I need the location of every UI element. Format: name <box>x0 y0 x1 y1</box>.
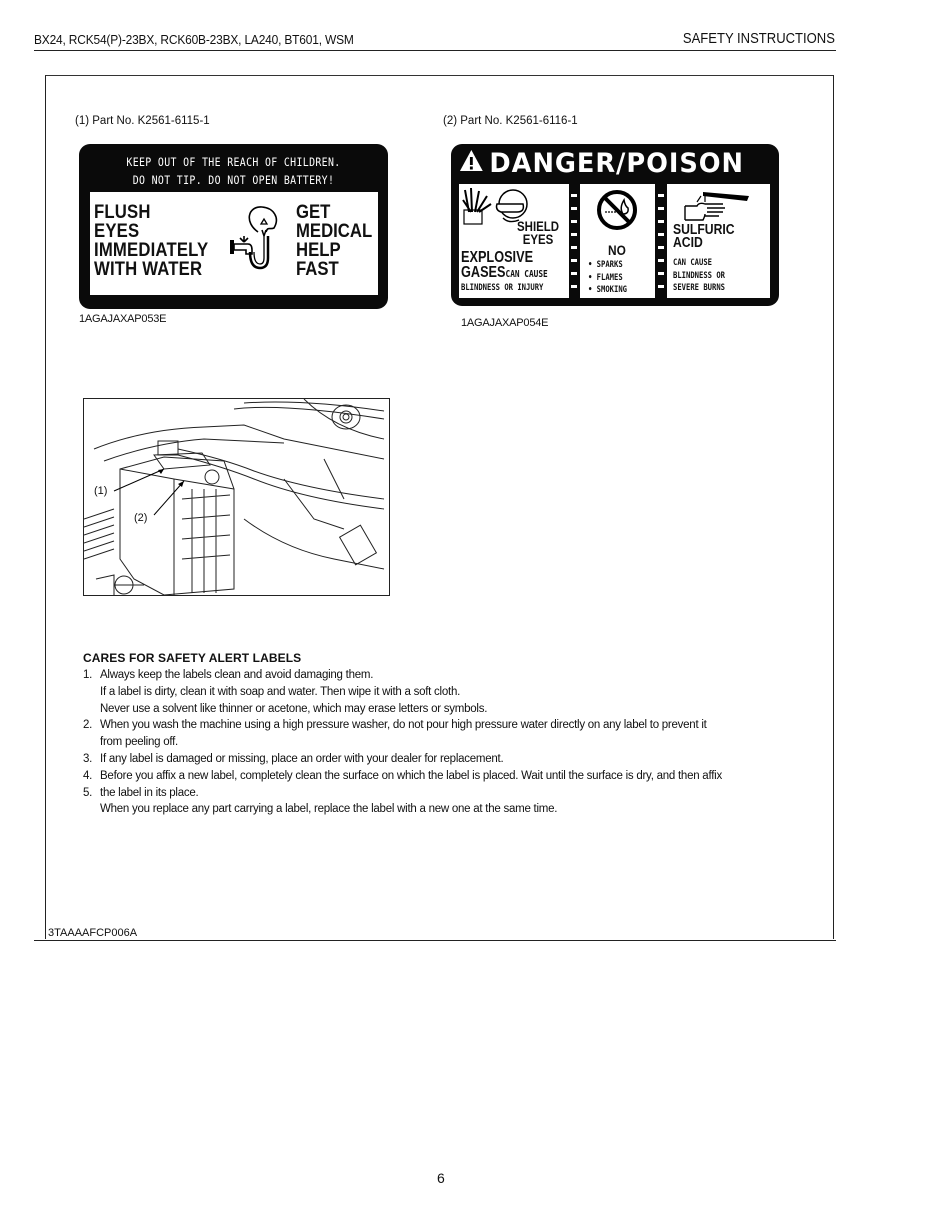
acid-warning-text <box>673 257 725 295</box>
label-1-text-line: FLUSH <box>94 202 151 223</box>
item-number <box>83 684 100 701</box>
label-1-text-line: FAST <box>296 259 339 280</box>
page-number: 6 <box>437 1170 445 1186</box>
cares-item <box>83 734 828 751</box>
panel-tail-text: CAN CAUSE <box>505 269 548 280</box>
label-2-image-code: 1AGAJAXAP054E <box>461 317 549 329</box>
label-2-title <box>459 148 744 179</box>
reference-code: 3TAAAAFCP006A <box>48 927 138 939</box>
label-1-text-line: EYES <box>94 221 140 242</box>
blindness-injury-text: BLINDNESS OR INJURY <box>461 283 544 293</box>
item-text: from peeling off. <box>100 736 179 749</box>
no-heading: NO <box>608 242 626 258</box>
item-text: Always keep the labels clean and avoid damaging them. <box>100 669 374 681</box>
cares-item <box>83 768 828 785</box>
header-rule <box>34 50 836 51</box>
label-1-text-line: GET <box>296 202 331 223</box>
eye-wash-faucet-icon <box>228 202 288 287</box>
label-1-top-text <box>101 153 367 189</box>
cares-item <box>83 801 828 818</box>
item-text: When you replace any part carrying a label, replace the label with a new one at the same time. <box>100 803 558 816</box>
frame-bottom-rule <box>34 940 836 941</box>
battery-location-figure <box>83 398 390 596</box>
item-number <box>83 801 100 818</box>
label-1-caption: (1) Part No. K2561-6115-1 <box>75 115 210 127</box>
item-number: 3. <box>83 752 93 765</box>
sulfuric-acid-heading <box>673 224 735 250</box>
cares-heading: CARES FOR SAFETY ALERT LABELS <box>83 651 302 665</box>
battery-warning-label-1 <box>79 144 388 309</box>
cares-item <box>83 751 828 768</box>
label-1-text-line: WITH WATER <box>94 259 203 280</box>
panel-small-line: SEVERE BURNS <box>673 283 726 293</box>
label-1-panel <box>90 192 378 295</box>
item-text: If a label is dirty, clean it with soap and water. Then wipe it with a soft cloth. <box>100 685 461 698</box>
item-number: 5. <box>83 786 93 799</box>
item-number: 1. <box>83 669 93 681</box>
explosive-gases-text <box>461 250 548 282</box>
label-1-top-line: KEEP OUT OF THE REACH OF CHILDREN. <box>126 155 341 169</box>
bullet-item: FLAMES <box>596 272 623 283</box>
bullet-item: SMOKING <box>596 285 628 295</box>
panel-heading-line: EYES <box>522 232 554 247</box>
bullet-item: SPARKS <box>596 260 623 270</box>
label-2-panel-eyes <box>459 184 569 298</box>
panel-small-line: BLINDNESS OR <box>673 270 726 281</box>
label-2-title-text: DANGER/POISON <box>489 148 744 179</box>
header-models: BX24, RCK54(P)-23BX, RCK60B-23BX, LA240, BT601, WSM <box>34 32 354 47</box>
label-2-panel-no-flames <box>580 184 655 298</box>
panel-big-line: EXPLOSIVE <box>461 249 534 266</box>
item-number <box>83 701 100 718</box>
panel-divider <box>658 184 664 298</box>
cares-item <box>83 701 828 718</box>
label-2-caption: (2) Part No. K2561-6116-1 <box>443 115 578 127</box>
item-text: Never use a solvent like thinner or acetone, which may erase letters or symbols. <box>100 702 488 715</box>
item-text: Before you affix a new label, completely clean the surface on which the label is placed. Wait until the surface is dry, and then affix <box>100 769 722 782</box>
label-1-text-line: HELP <box>296 240 341 261</box>
label-1-right-text <box>296 203 372 279</box>
cares-item <box>83 684 828 701</box>
figure-callout-1: (1) <box>94 485 108 497</box>
cares-item <box>83 717 828 734</box>
shield-eyes-heading <box>517 220 559 246</box>
panel-small-line: CAN CAUSE <box>673 258 713 268</box>
item-number: 4. <box>83 769 93 782</box>
item-text: the label in its place. <box>100 786 199 799</box>
warning-triangle-icon <box>459 148 484 179</box>
item-text: If any label is damaged or missing, place an order with your dealer for replacement. <box>100 752 504 765</box>
danger-poison-label-2 <box>451 144 779 306</box>
label-1-text-line: MEDICAL <box>296 221 373 242</box>
cares-item <box>83 667 828 684</box>
header-section-title: SAFETY INSTRUCTIONS <box>682 31 835 47</box>
label-1-image-code: 1AGAJAXAP053E <box>79 313 167 325</box>
item-number: 2. <box>83 719 93 732</box>
item-text: When you wash the machine using a high pressure washer, do not pour high pressure water directly on any label to prevent it <box>100 719 707 732</box>
cares-item <box>83 785 828 802</box>
battery-line-drawing <box>84 399 389 595</box>
no-bullets: • SPARKS • FLAMES • SMOKING <box>588 260 628 295</box>
label-1-top-line: DO NOT TIP. DO NOT OPEN BATTERY! <box>132 173 335 187</box>
label-2-panel-acid <box>667 184 770 298</box>
label-1-left-text <box>94 203 208 279</box>
item-number <box>83 734 100 751</box>
no-flame-icon <box>595 188 639 237</box>
cares-list <box>83 667 828 818</box>
figure-callout-2: (2) <box>134 512 148 524</box>
panel-heading-line: SULFURIC <box>673 222 735 238</box>
panel-divider <box>571 184 577 298</box>
panel-heading-line: SHIELD <box>517 219 560 234</box>
panel-heading-line: ACID <box>673 235 703 251</box>
panel-big-line: GASES <box>461 264 506 281</box>
label-1-text-line: IMMEDIATELY <box>94 240 209 261</box>
